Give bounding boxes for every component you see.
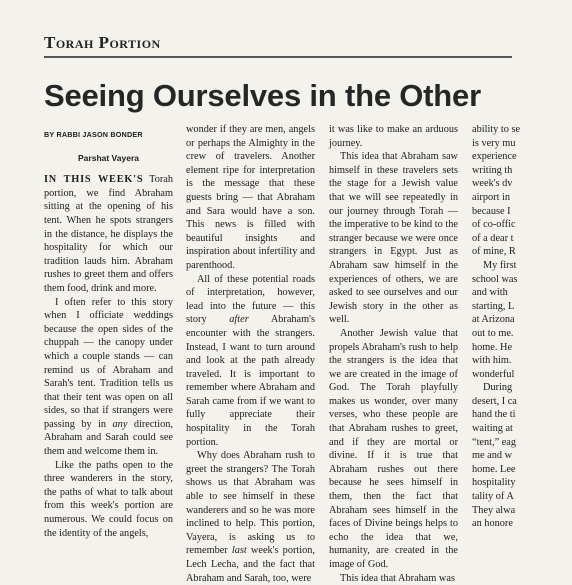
text-line: desert, I ca [472, 395, 517, 407]
text-line: week's dv [472, 178, 513, 190]
paragraph-text: Why does Abraham rush to greet the strangers? The Torah shows us that Abraham was able to see himself in these wanderers and so he was more inclined to help. This portion, Vayera, is asking us to remember [186, 450, 315, 557]
column-1 [44, 128, 173, 539]
text-line: hospitality [472, 477, 516, 489]
text-line: My first [483, 259, 517, 271]
section-rule [44, 56, 512, 58]
text-line: of mine, R [472, 246, 516, 258]
paragraph: Like the paths open to the three wanderers in the story, the paths of what to talk about from this week's portion are numerous. We could focus on the identity of the angels, [44, 459, 173, 539]
paragraph-text: week's portion, Lech Lecha, and the fact that Abraham and Sarah, too, were [186, 545, 315, 584]
column-2 [186, 123, 315, 584]
paragraph-text: All of these potential roads of interpretation, however, lead into the future — this story [186, 273, 315, 326]
text-line: They alwa [472, 504, 516, 516]
text-line: an honore [472, 518, 513, 530]
text-line: home. He [472, 341, 513, 353]
column-3 [329, 123, 458, 584]
column-4-cropped [472, 123, 572, 530]
paragraph-text: Abraham's encounter with the strangers. Instead, I want to turn around and look at the path already traveled. It is important to remember where Abraham and Sarah came from if we want to fully appreciate their hospitality in the Torah portion. [186, 314, 315, 448]
text-line: writing th [472, 164, 513, 176]
text-line: During [483, 382, 513, 394]
text-line: tality of A [472, 491, 514, 503]
text-line: of a dear t [472, 232, 514, 244]
paragraph: This idea that Abraham saw himself in these travelers sets the stage for a Jewish value that we will see repeatedly in our journey through Torah — the imperative to be kind to the stranger because we were once strangers in Egypt. Just as Abraham saw himself in the experiences of others, we are asked to see ourselves and our Jewish story in the other as well. [329, 151, 458, 326]
paragraph: it was like to make an arduous journey. [329, 124, 458, 149]
text-line: with him. [472, 355, 512, 367]
text-line: wonderful [472, 368, 515, 380]
emphasis: last [231, 545, 247, 557]
cropped-paragraph [472, 123, 572, 259]
paragraph [44, 296, 173, 459]
text-line: of co-offic [472, 219, 516, 231]
paragraph [186, 449, 315, 585]
paragraph: wonder if they are men, angels or perhaps the Almighty in the crew of travelers. Another element ripe for interpretation is the message that these guests bring — that Abraham and Sara would have a son. This news is filled with beautiful insights and inspiration about infertility and parenthood. [186, 124, 315, 271]
text-line: “tent,” eag [472, 436, 517, 448]
section-label: Torah Portion [44, 33, 161, 52]
paragraph-text: direction, Abraham and Sarah could see them and welcome them in. [44, 418, 173, 458]
text-line: at Arizona [472, 314, 515, 326]
portion-name: Parshat Vayera [78, 152, 139, 163]
paragraph-text: I often refer to this story when I officiate weddings because the open sides of the chuppah — the canopy under which a couple stands — can remind us of Abraham and Sarah's tent. Tradition tells us that their tent was open on all sides, so that if strangers were passing by in [44, 296, 173, 430]
text-line: me and w [472, 450, 513, 462]
text-line: airport in [472, 191, 511, 203]
paragraph [44, 173, 173, 295]
text-line: waiting at [472, 423, 513, 435]
text-line: starting, L [472, 300, 515, 312]
paragraph-text: Torah portion, we find Abraham sitting at the opening of his tent. When he spots strangers in the distance, he displays the hospitality for which our tradition lauds him. Abraham rushes to greet them and offers them food, drink and more. [44, 174, 173, 294]
text-line: ability to se [472, 124, 521, 135]
paragraph: Another Jewish value that propels Abraham's rush to help the strangers is the idea that we are created in the image of God. The Torah playfully makes us wonder, over many verses, who these people are that Abraham rushes to greet, and if they are mortal or divine. If it is true that Abraham rushes out there because he sees himself in them, then the fact that Abraham sees himself in the faces of Divine beings helps to echo the idea that we, humanity, are created in the image of God. [329, 327, 458, 570]
text-line: out to me. [472, 327, 514, 339]
text-line: home. Lee [472, 463, 516, 475]
emphasis: after [229, 314, 249, 326]
paragraph [186, 273, 315, 450]
lead-in: IN THIS WEEK'S [44, 174, 144, 186]
headline: Seeing Ourselves in the Other [44, 78, 481, 113]
text-line: is very mu [472, 137, 516, 149]
text-line: and with [472, 287, 508, 299]
text-line: experience [472, 151, 517, 163]
byline: BY RABBI JASON BONDER [44, 130, 143, 139]
paragraph: This idea that Abraham was [340, 572, 455, 584]
cropped-paragraph [472, 259, 572, 381]
text-line: school was [472, 273, 518, 285]
text-line: because I [472, 205, 511, 217]
text-line: hand the ti [472, 409, 516, 421]
cropped-paragraph [472, 381, 572, 531]
emphasis: any [112, 418, 128, 430]
